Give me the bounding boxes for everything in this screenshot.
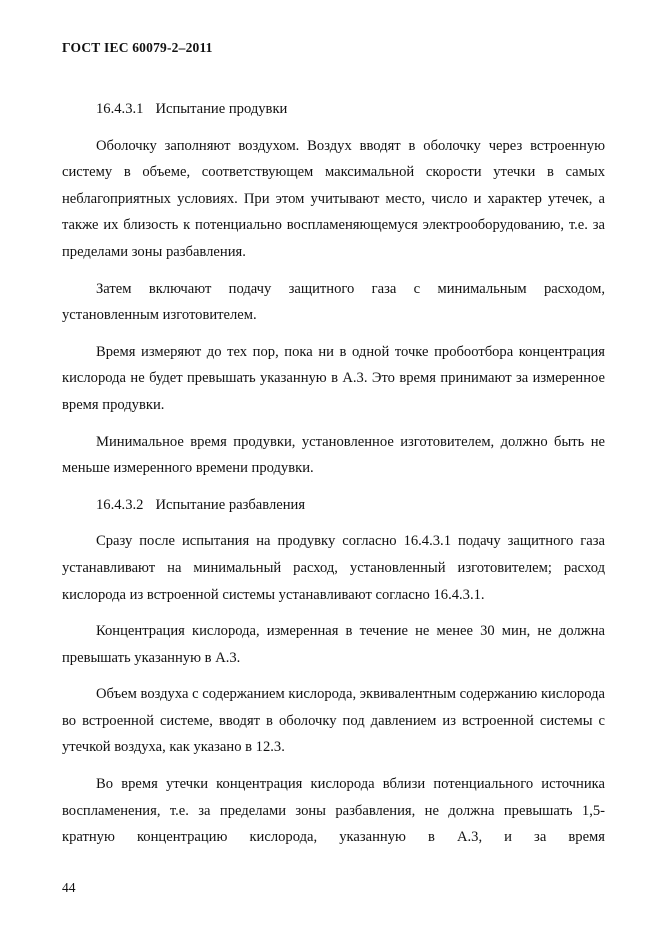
section-title: Испытание продувки (155, 101, 288, 117)
paragraph: Концентрация кислорода, измеренная в течение не менее 30 мин, не должна превышать указанную в А.3. (62, 623, 605, 666)
section-heading-16-4-3-2 (62, 492, 605, 519)
document-body (62, 96, 605, 851)
paragraph: Во время утечки концентрация кислорода вблизи потенциального источника воспламенения, т.е. за пределами зоны разбавления, не должна превышать 1,5-кратную концентрацию кислорода, указанную в А.3, и за время (62, 776, 605, 846)
section-title: Испытание разбавления (155, 496, 306, 513)
paragraph: Минимальное время продувки, установленное изготовителем, должно быть не меньше измеренного времени продувки. (62, 433, 605, 477)
page-number: 44 (62, 880, 76, 895)
paragraph: Время измеряют до тех пор, пока ни в одной точке пробоотбора концентрация кислорода не будет превышать указанную в А.3. Это время принимают за измеренное время продувки. (62, 343, 605, 413)
section-number: 16.4.3.1 (96, 101, 144, 117)
paragraph: Сразу после испытания на продувку согласно 16.4.3.1 подачу защитного газа устанавливают на минимальный расход, установленный изготовителем; расход кислорода из встроенной системы устанавливают согласно 16.4.3.1. (62, 533, 605, 603)
document-header: ГОСТ IEC 60079-2–2011 (62, 40, 213, 55)
section-heading-16-4-3-1 (62, 96, 605, 123)
paragraph: Объем воздуха с содержанием кислорода, эквивалентным содержанию кислорода во встроенной системе, вводят в оболочку под давлением из встроенной системы с утечкой воздуха, как указано в 12.3. (62, 686, 605, 756)
paragraph: Затем включают подачу защитного газа с минимальным расходом, установленным изготовителем. (62, 280, 605, 324)
section-number: 16.4.3.2 (96, 496, 144, 513)
paragraph: Оболочку заполняют воздухом. Воздух вводят в оболочку через встроенную систему в объеме, соответствующем максимальной скорости утечки в самых неблагоприятных условиях. При этом учитывают место, число и характер утечек, а также их близость к потенциально воспламеняющемуся электрооборудованию, т.е. за пределами зоны разбавления. (62, 137, 605, 260)
